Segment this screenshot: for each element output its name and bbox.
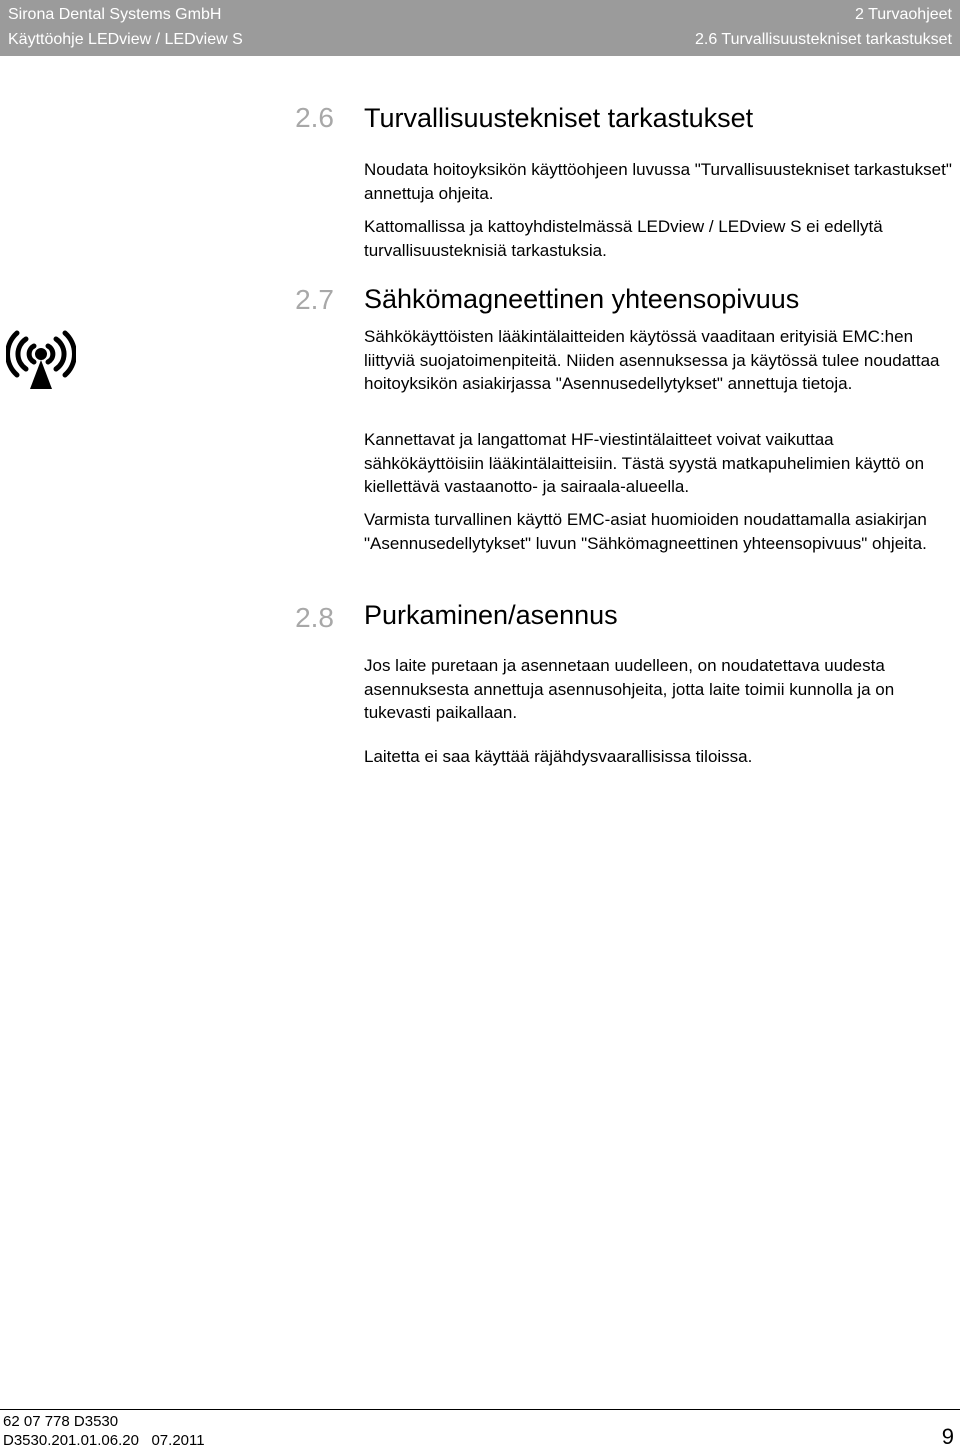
footer-doc-code: D3530.201.01.06.20 <box>3 1432 139 1449</box>
section-title: Sähkömagneettinen yhteensopivuus <box>364 284 800 314</box>
footer-doc-code-date <box>3 1432 205 1449</box>
footer-doc-number: 62 07 778 D3530 <box>3 1413 119 1430</box>
non-ionizing-radiation-icon <box>6 330 76 392</box>
header-chapter: 2 Turvaohjeet <box>855 6 952 23</box>
footer-date: 07.2011 <box>151 1432 205 1449</box>
header-manual-title: Käyttöohje LEDview / LEDview S <box>8 31 243 48</box>
paragraph: Laitetta ei saa käyttää räjähdysvaarallisissa tiloissa. <box>364 747 753 766</box>
page-header <box>0 0 960 56</box>
section-number: 2.7 <box>295 284 334 315</box>
section-number: 2.6 <box>295 102 334 133</box>
page-footer <box>0 1409 960 1454</box>
paragraph: Sähkökäyttöisten lääkintälaitteiden käytössä vaaditaan erityisiä EMC:hen liittyviä suojatoimenpiteitä. Niiden asennuksessa ja käytössä tulee noudattaa hoitoyksikön asiakirjassa "Asennusedellytykset" annettuja tietoja. <box>364 327 940 393</box>
paragraph: Noudata hoitoyksikön käyttöohjeen luvussa "Turvallisuustekniset tarkastukset" annettuja ohjeita. <box>364 160 952 203</box>
section-number: 2.8 <box>295 602 334 633</box>
section-title: Purkaminen/asennus <box>364 600 618 630</box>
header-company: Sirona Dental Systems GmbH <box>8 6 222 23</box>
section-title: Turvallisuustekniset tarkastukset <box>364 103 754 133</box>
page-number: 9 <box>941 1424 954 1449</box>
header-section: 2.6 Turvallisuustekniset tarkastukset <box>694 31 952 48</box>
paragraph: Kannettavat ja langattomat HF-viestintälaitteet voivat vaikuttaa sähkökäyttöisiin lääkintälaitteisiin. Tästä syystä matkapuhelimien käyttö on kiellettävä vastaanotto- ja sairaala-alueella. <box>364 430 925 496</box>
paragraph: Varmista turvallinen käyttö EMC-asiat huomioiden noudattamalla asiakirjan "Asennusedellytykset" luvun "Sähkömagneettinen yhteensopivuus" ohjeita. <box>364 510 927 553</box>
paragraph: Kattomallissa ja kattoyhdistelmässä LEDview / LEDview S ei edellytä turvallisuusteknisiä tarkastuksia. <box>364 217 883 260</box>
paragraph: Jos laite puretaan ja asennetaan uudelleen, on noudatettava uudesta asennuksesta annettuja asennusohjeita, jotta laite toimii kunnolla ja on tukevasti paikallaan. <box>364 656 895 722</box>
